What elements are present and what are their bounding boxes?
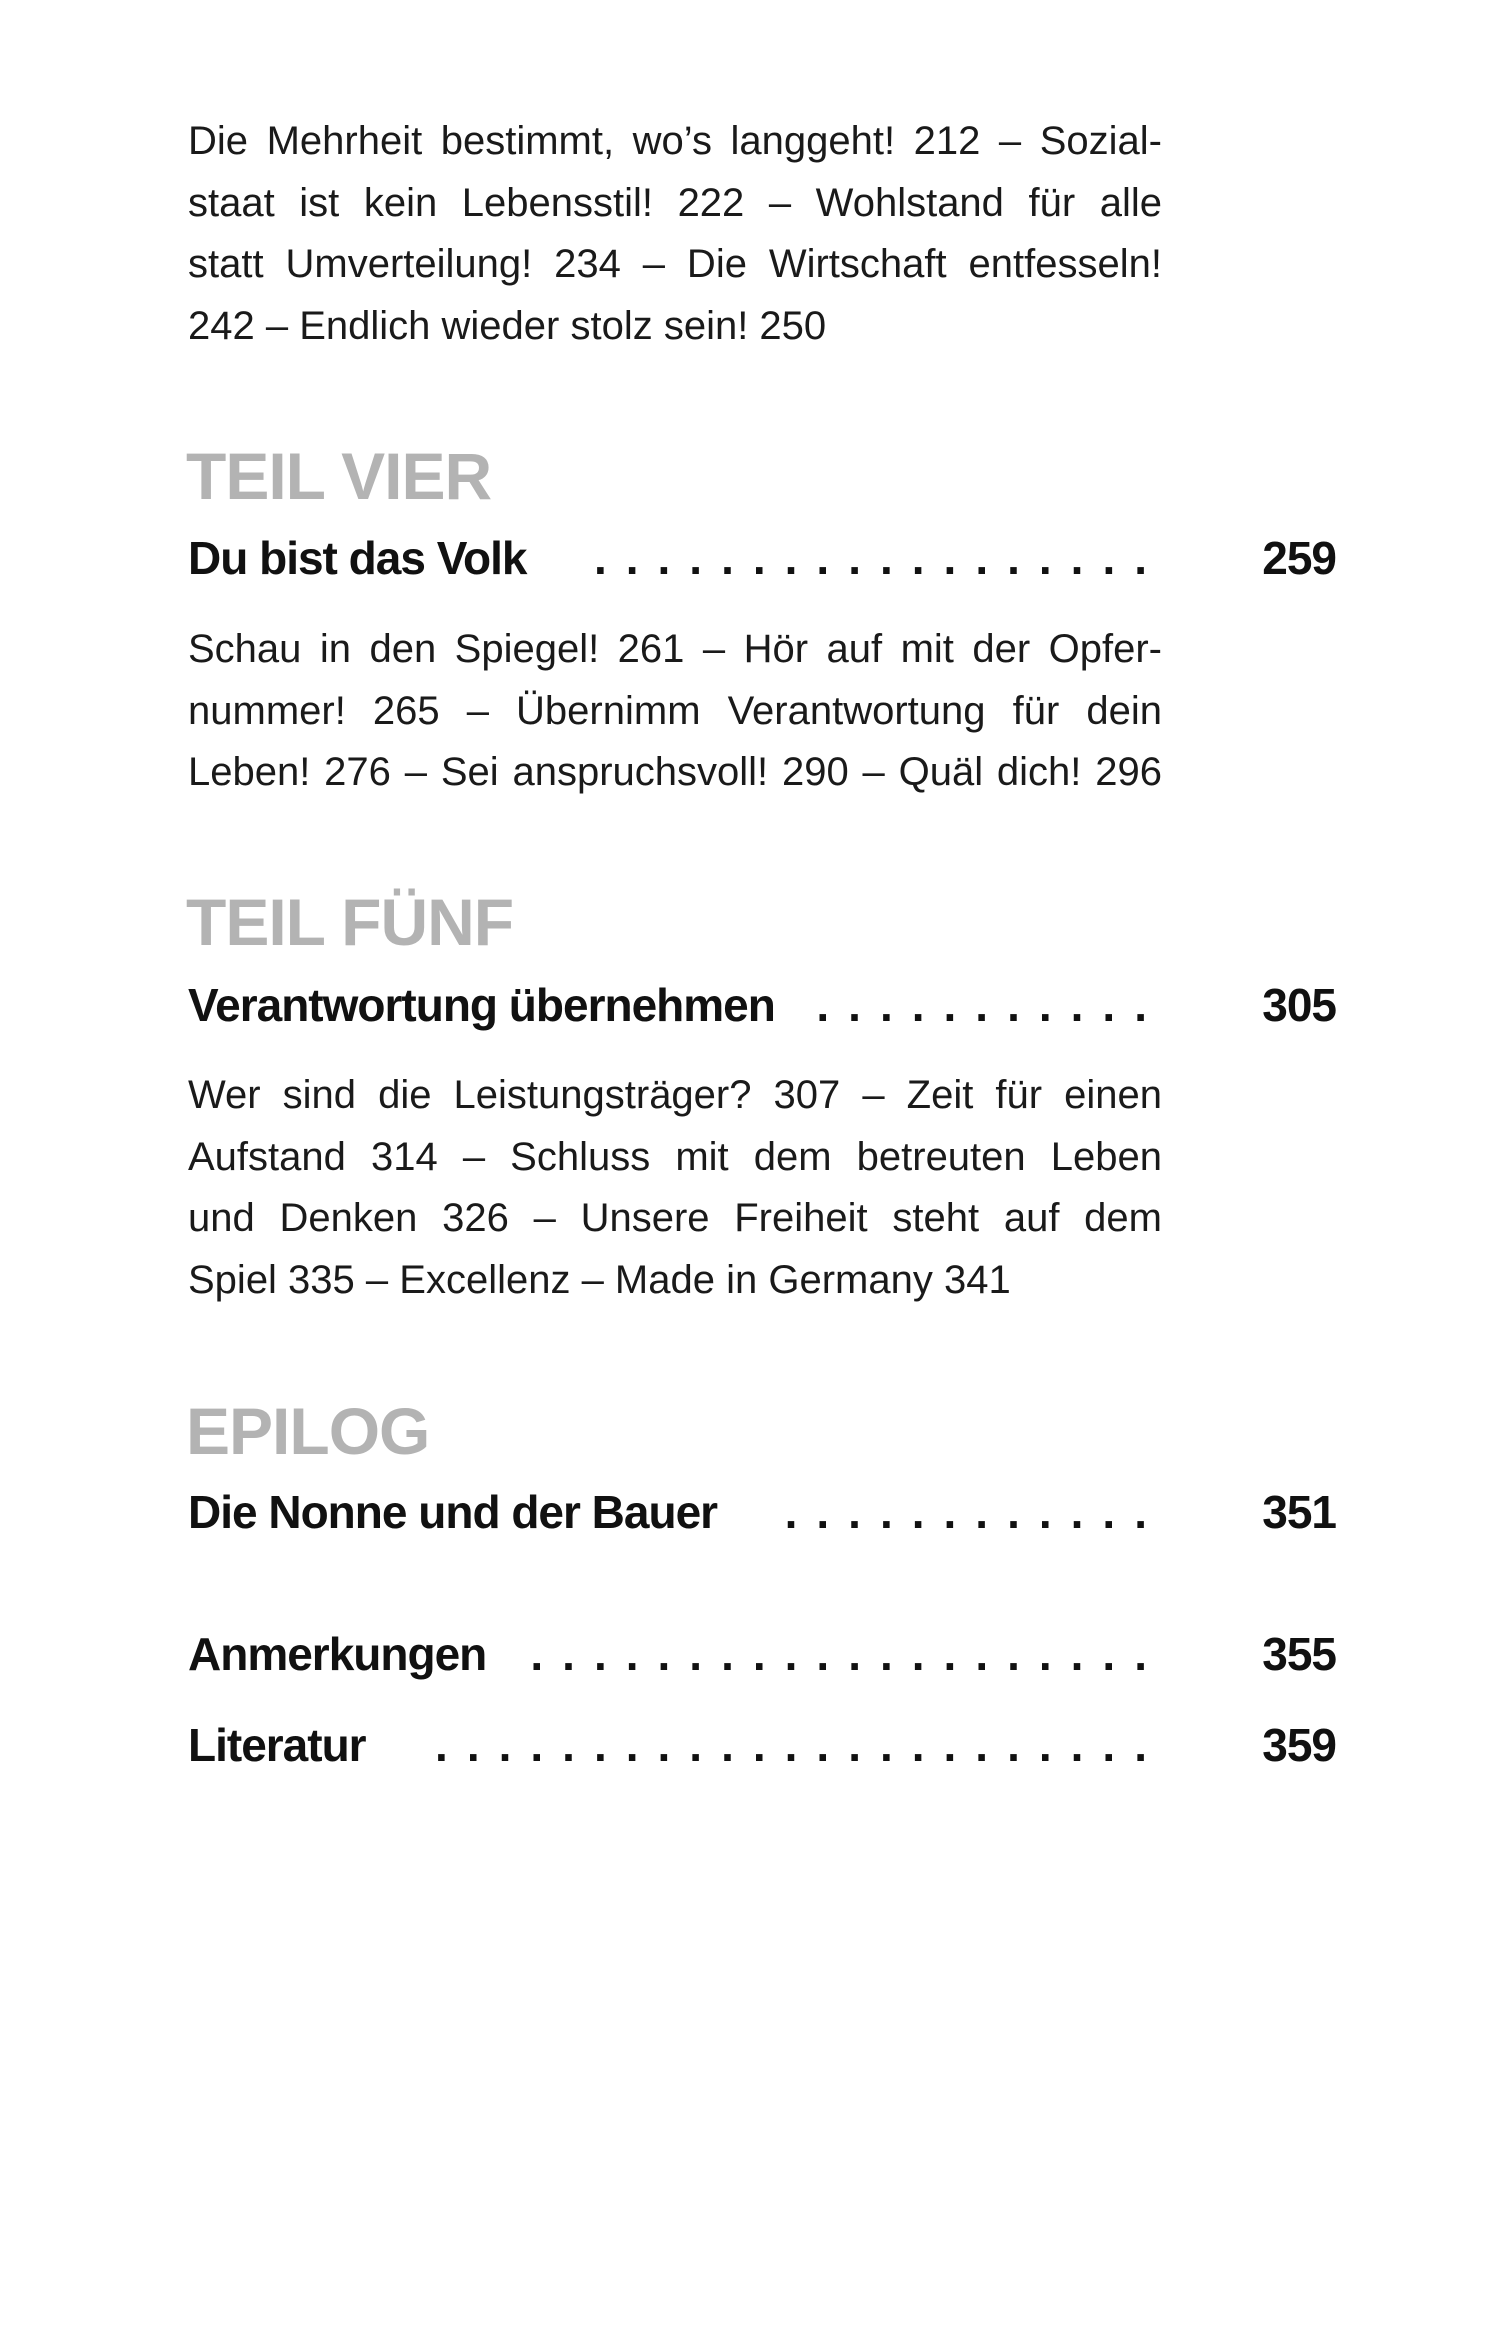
toc-leader-dots: .................. bbox=[593, 532, 1166, 584]
toc-entry-page: 259 bbox=[1262, 532, 1336, 584]
toc-subentries-teil-fuenf bbox=[188, 1065, 1162, 1312]
toc-entry-verantwortung-uebernehmen[interactable] bbox=[188, 975, 1336, 1035]
toc-subentry-line: Wer sind die Leistungsträger? 307 – Zeit für einen bbox=[188, 1073, 1162, 1117]
toc-entry-page: 355 bbox=[1262, 1628, 1336, 1680]
toc-entry-title: Du bist das Volk bbox=[188, 532, 527, 584]
toc-entry-title: Die Nonne und der Bauer bbox=[188, 1486, 718, 1538]
toc-entry-page: 305 bbox=[1262, 979, 1336, 1031]
part-heading-teil-vier: TEIL VIER bbox=[186, 439, 492, 513]
toc-subentry-line: Leben! 276 – Sei anspruchsvoll! 290 – Quäl dich! 296 bbox=[188, 750, 1162, 795]
toc-entry-anmerkungen[interactable] bbox=[188, 1624, 1336, 1684]
toc-entry-page: 351 bbox=[1262, 1486, 1336, 1538]
toc-subentry-line: Die Mehrheit bestimmt, wo’s langgeht! 212 – Sozial- bbox=[188, 119, 1162, 163]
toc-leader-dots: ....................... bbox=[435, 1719, 1166, 1771]
toc-subentries-teil-vier bbox=[188, 619, 1162, 804]
toc-subentry-line: 242 – Endlich wieder stolz sein! 250 bbox=[188, 304, 827, 349]
toc-subentry-line: Spiel 335 – Excellenz – Made in Germany 341 bbox=[188, 1258, 1011, 1303]
toc-entry-title: Verantwortung übernehmen bbox=[188, 979, 775, 1031]
toc-entry-page: 359 bbox=[1262, 1719, 1336, 1771]
toc-subentry-line: statt Umverteilung! 234 – Die Wirtschaft entfesseln! bbox=[188, 242, 1162, 287]
toc-subentry-line: Schau in den Spiegel! 261 – Hör auf mit der Opfer- bbox=[188, 627, 1162, 671]
toc-subentries-teil-drei bbox=[188, 111, 1162, 358]
toc-entry-title: Literatur bbox=[188, 1719, 366, 1771]
part-heading-teil-fuenf: TEIL FÜNF bbox=[186, 885, 514, 959]
toc-entry-die-nonne-und-der-bauer[interactable] bbox=[188, 1482, 1336, 1542]
toc-leader-dots: .................... bbox=[530, 1628, 1166, 1680]
toc-subentry-line: Aufstand 314 – Schluss mit dem betreuten Leben bbox=[188, 1134, 1162, 1179]
toc-subentry-line: staat ist kein Lebensstil! 222 – Wohlstand für alle bbox=[188, 180, 1162, 225]
toc-subentry-line: nummer! 265 – Übernimm Verantwortung für dein bbox=[188, 688, 1162, 733]
toc-entry-title: Anmerkungen bbox=[188, 1628, 487, 1680]
toc-subentry-line: und Denken 326 – Unsere Freiheit steht auf dem bbox=[188, 1196, 1162, 1241]
toc-leader-dots: ............ bbox=[784, 1486, 1166, 1538]
toc-entry-literatur[interactable] bbox=[188, 1715, 1336, 1775]
part-heading-epilog: EPILOG bbox=[186, 1394, 430, 1468]
toc-leader-dots: ........... bbox=[816, 979, 1166, 1031]
toc-entry-du-bist-das-volk[interactable] bbox=[188, 528, 1336, 588]
